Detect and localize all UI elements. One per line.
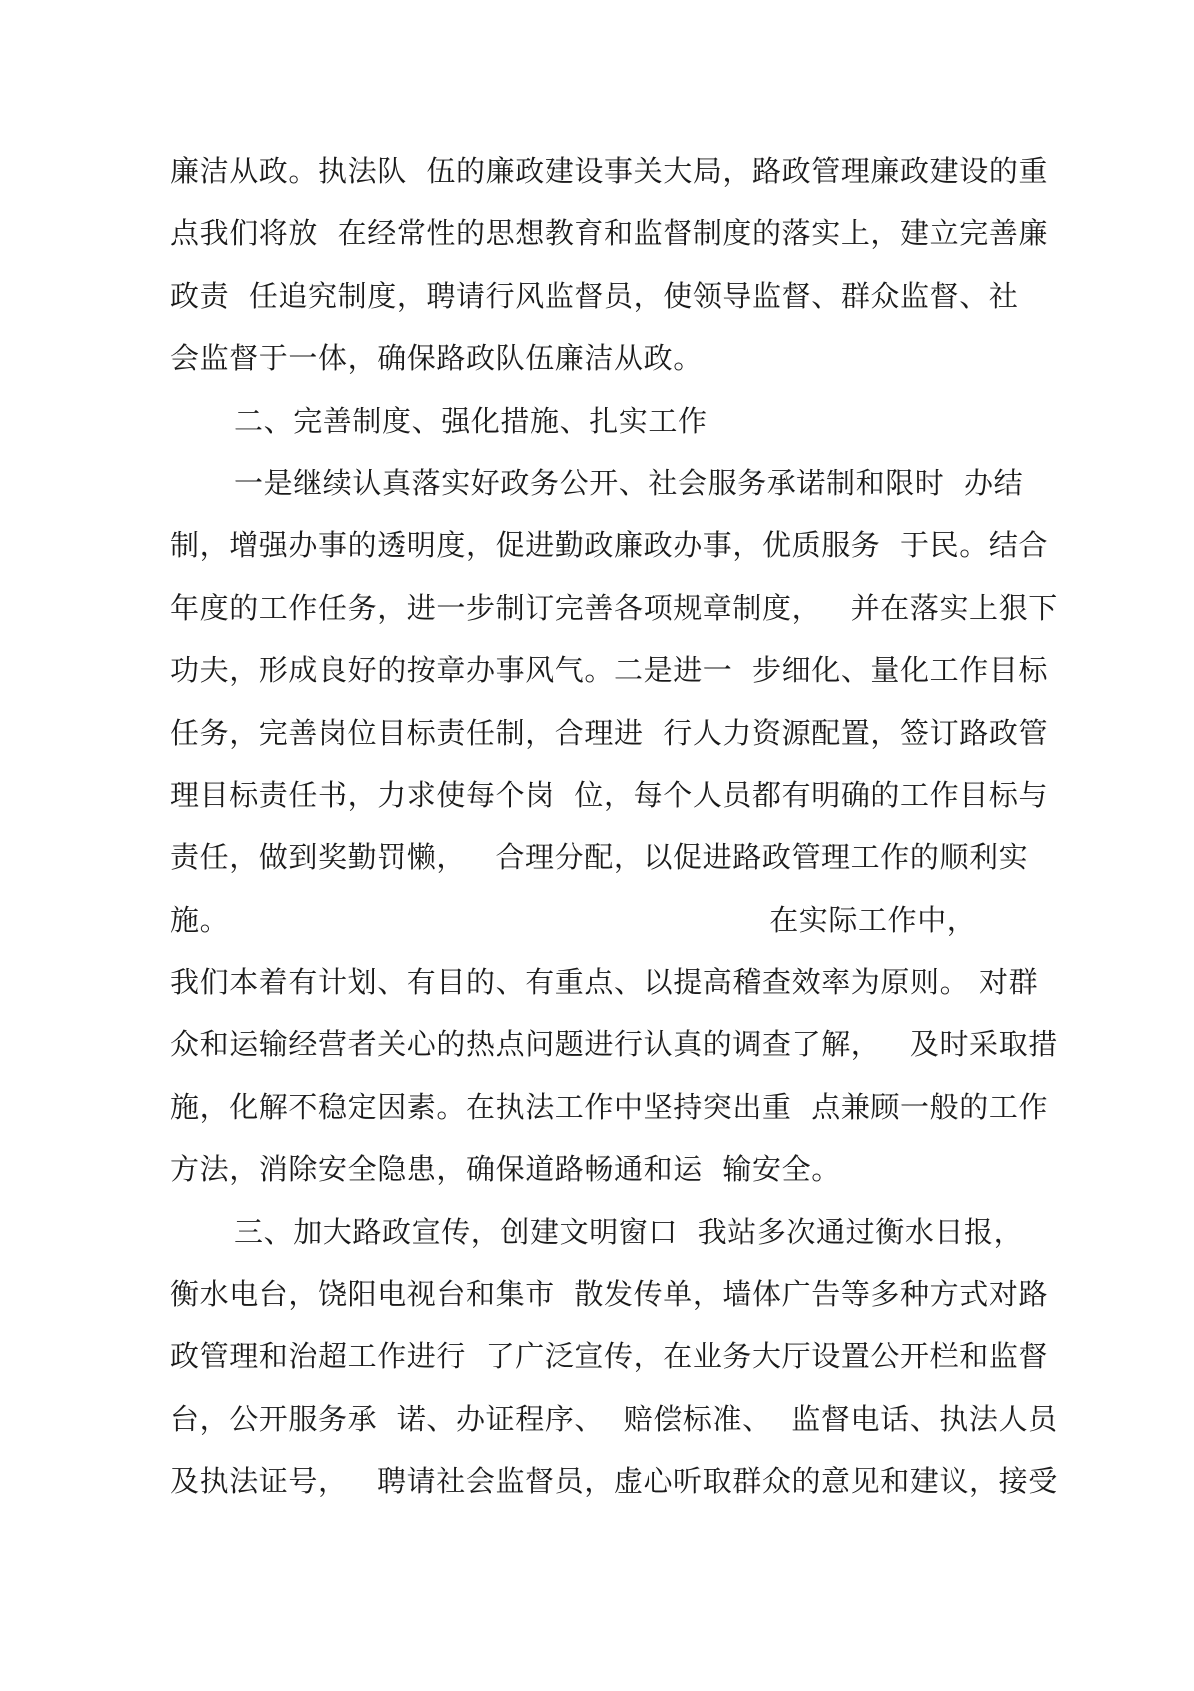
text-line: 及执法证号， 聘请社会监督员，虚心听取群众的意见和建议，接受 bbox=[170, 1464, 1058, 1499]
text-line: 方法，消除安全隐患，确保道路畅通和运 输安全。 bbox=[170, 1152, 841, 1187]
text-line: 众和运输经营者关心的热点问题进行认真的调查了解， 及时采取措 bbox=[170, 1027, 1058, 1062]
text-line: 施。 在实际工作中， bbox=[170, 902, 977, 937]
text-line: 政管理和治超工作进行 了广泛宣传，在业务大厅设置公开栏和监督 bbox=[170, 1339, 1049, 1374]
text-line: 我们本着有计划、有目的、有重点、以提高稽查效率为原则。 对群 bbox=[170, 965, 1039, 1000]
text-line: 三、加大路政宣传，创建文明窗口 我站多次通过衡水日报， bbox=[234, 1214, 1024, 1249]
text-line: 任务，完善岗位目标责任制，合理进 行人力资源配置，签订路政管 bbox=[170, 715, 1049, 750]
text-line: 制，增强办事的透明度，促进勤政廉政办事，优质服务 于民。结合 bbox=[170, 528, 1049, 563]
text-line: 一是继续认真落实好政务公开、社会服务承诺制和限时 办结 bbox=[234, 465, 1024, 500]
text-line: 年度的工作任务，进一步制订完善各项规章制度， 并在落实上狠下 bbox=[170, 590, 1058, 625]
text-line: 施，化解不稳定因素。在执法工作中坚持突出重 点兼顾一般的工作 bbox=[170, 1089, 1049, 1124]
text-line: 会监督于一体，确保路政队伍廉洁从政。 bbox=[170, 341, 703, 376]
text-line: 理目标责任书，力求使每个岗 位，每个人员都有明确的工作目标与 bbox=[170, 777, 1049, 812]
text-line: 台，公开服务承 诺、办证程序、 赔偿标准、 监督电话、执法人员 bbox=[170, 1401, 1058, 1436]
text-line: 政责 任追究制度，聘请行风监督员，使领导监督、群众监督、社 bbox=[170, 278, 1019, 313]
text-line: 功夫，形成良好的按章办事风气。二是进一 步细化、量化工作目标 bbox=[170, 653, 1049, 688]
text-line: 二、完善制度、强化措施、扎实工作 bbox=[234, 403, 708, 438]
document-body bbox=[170, 154, 1058, 1529]
text-line: 责任，做到奖勤罚懒， 合理分配，以促进路政管理工作的顺利实 bbox=[170, 840, 1029, 875]
text-line: 点我们将放 在经常性的思想教育和监督制度的落实上，建立完善廉 bbox=[170, 216, 1049, 251]
text-line: 衡水电台，饶阳电视台和集市 散发传单，墙体广告等多种方式对路 bbox=[170, 1277, 1049, 1312]
text-line: 廉洁从政。执法队 伍的廉政建设事关大局，路政管理廉政建设的重 bbox=[170, 154, 1049, 188]
